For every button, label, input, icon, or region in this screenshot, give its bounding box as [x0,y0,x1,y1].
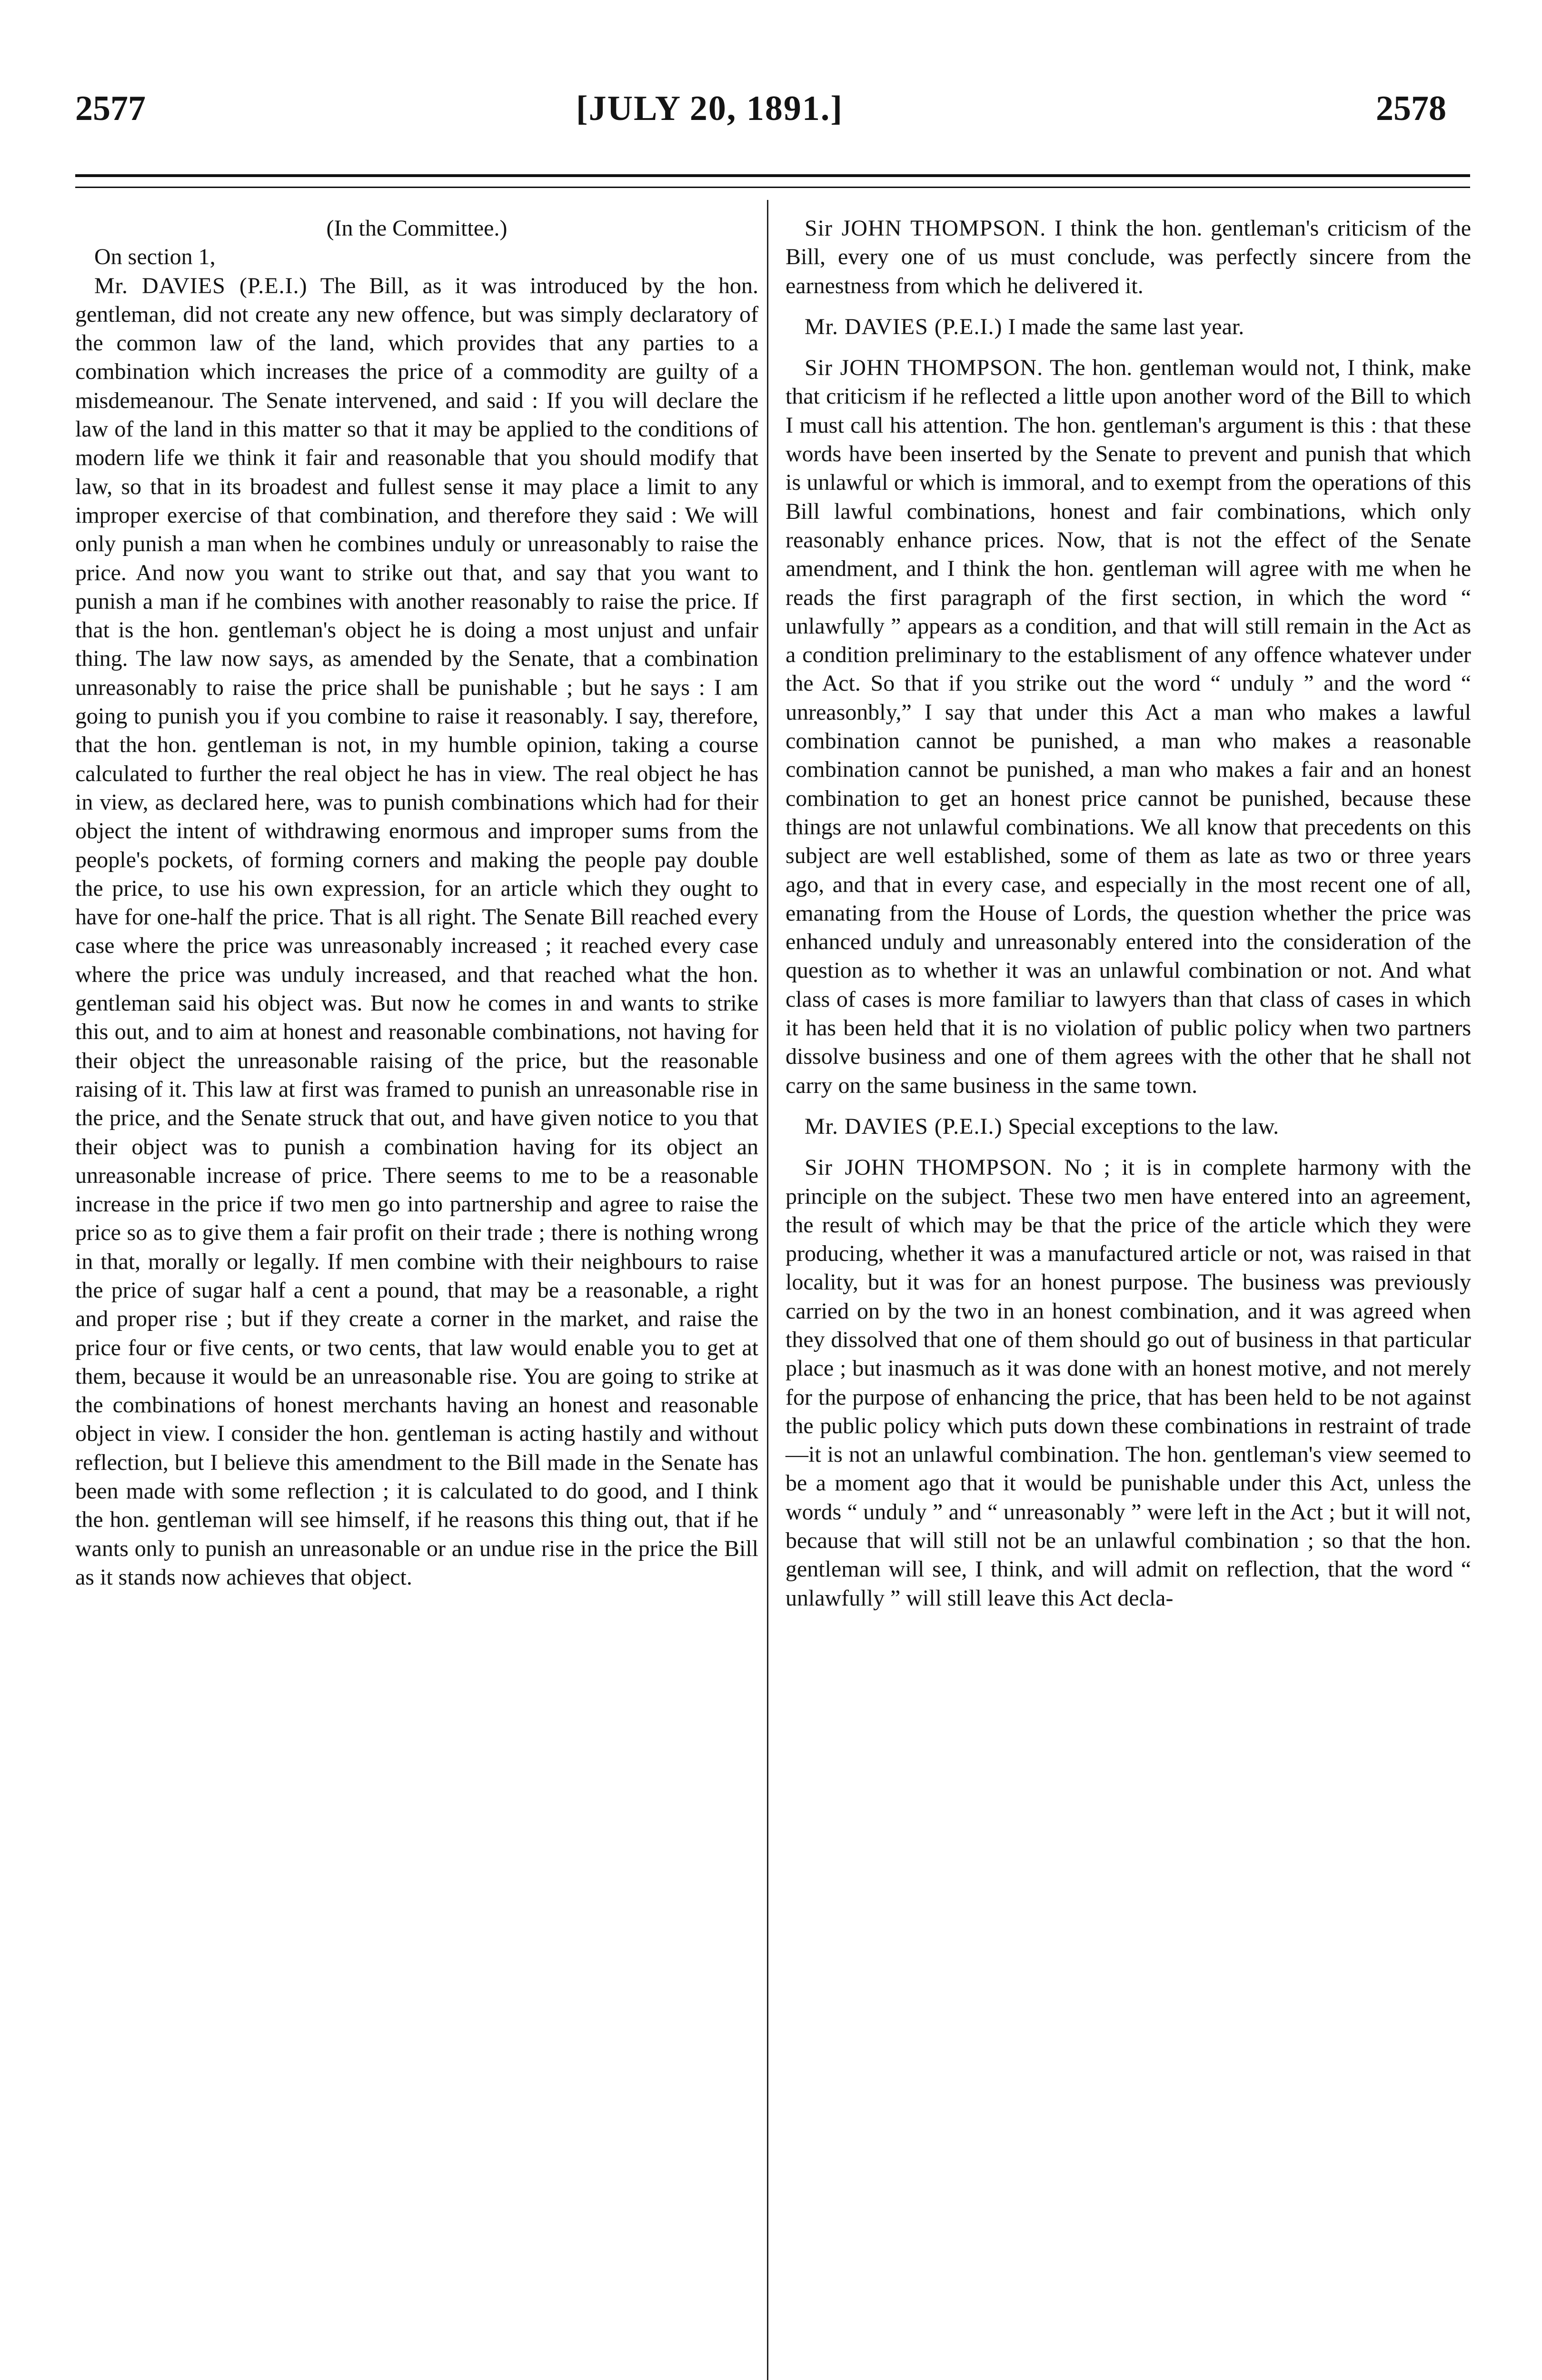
speaker-name: Mr. DAVIES (P.E.I.) [94,273,308,298]
paragraph-text: I made the same last year. [1008,314,1244,339]
speaker-name: Sir JOHN THOMPSON. [805,355,1044,381]
header-rule-thin [75,187,1470,188]
paragraph-text: No ; it is in complete harmony with the principle on the subject. These two men have entered into an agreement, the result of which may be that the price of the article which they were producing, whether it was a manufactured article or not, was raised in that locality, but it was for an honest purpose. The business was previously carried on by the two in an honest combination, and it was agreed when they dissolved that one of them should go out of business in that particular place ; but inasmuch as it was done with an honest motive, and not merely for the purpose of enhancing the price, that has been held to be not against the public policy which puts down these combinations in restraint of trade—it is not an unlawful combination. The hon. gentleman's view seemed to be a moment ago that it would be punishable under this Act, unless the words “ unduly ” and “ unreasonably ” were left in the Act ; but it will not, because that will still not be an unlawful combination ; so that the hon. gentleman will see, I think, and will admit on reflection, that the word “ unlawfully ” will still leave this Act decla- [786,1155,1472,1611]
paragraph-text: The Bill, as it was introduced by the hon. gentleman, did not create any new offence, but was simply declaratory of the common law of the land, which provides that any parties to a combination which increases the price of a commodity are guilty of a misdemeanour. The Senate intervened, and said : If you will declare the law of the land in this matter so that it may be applied to the conditions of modern life we think it fair and reasonable that you should modify that law, so that in its broadest and fullest sense it may place a limit to any improper exercise of that combination, and therefore they said : We will only punish a man when he combines unduly or unreasonably to raise the price. And now you want to strike out that, and say that you want to punish a man if he combines with another reasonably to raise the price. If that is the hon. gentleman's object he is doing a most unjust and unfair thing. The law now says, as amended by the Senate, that a combination unreasonably to raise the price shall be punishable ; but he says : I am going to punish you if you combine to raise it reasonably. I say, therefore, that the hon. gentleman is not, in my humble opinion, taking a course calculated to further the real object he has in view. The real object he has in view, as declared here, was to punish combinations which had for their object the intent of withdrawing enormous and improper sums from the people's pockets, of forming corners and making the people pay double the price, to use his own expression, for an article which they ought to have for one-half the price. That is all right. The Senate Bill reached every case where the price was unreasonably increased ; it reached every case where the price was unduly increased, and that reached what the hon. gentleman said his object was. But now he comes in and wants to strike this out, and to aim at honest and reasonable combinations, not having for their object the unreasonable raising of the price, but the reasonable raising of it. This law at first was framed to punish an unreasonable rise in the price, and the Senate struck that out, and have given notice to you that their object was to punish a combination having for its object an unreasonable increase of price. There seems to me to be a reasonable increase in the price if two men go into partnership and agree to raise the price so as to give them a fair profit on their trade ; there is nothing wrong in that, morally or legally. If men combine with their neighbours to raise the price of sugar half a cent a pound, that may be a reasonable, a right and proper rise ; but if they create a corner in the market, and raise the price four or five cents, or two cents, that law would enable you to get at them, because it would be an unreasonable rise. You are going to strike at the combinations of honest merchants having an honest and reasonable object in view. I consider the hon. gentleman is acting hastily and without reflection, but I believe this amendment to the Bill made in the Senate has been made with some reflection ; it is calculated to do good, and I think the hon. gentleman will see himself, if he reasons this thing out, that if he wants only to punish an unreasonable or an undue rise in the price the Bill as it stands now achieves that object. [75,273,759,1590]
paragraph [786,313,1471,341]
paragraph [786,1112,1471,1141]
section-note: On section 1, [94,244,216,270]
page-number-right: 2578 [1376,89,1446,128]
page-number-left: 2577 [75,89,146,128]
paragraph [786,354,1471,1100]
paragraph [75,272,758,1592]
left-column [75,214,758,1592]
paragraph [786,1153,1471,1613]
committee-note: (In the Committee.) [326,216,507,241]
right-column [786,214,1471,1613]
page-date: [JULY 20, 1891.] [576,89,843,128]
speaker-name: Sir JOHN THOMPSON. [805,216,1046,241]
speaker-name: Mr. DAVIES (P.E.I.) [805,1113,1003,1139]
speaker-name: Sir JOHN THOMPSON. [805,1155,1053,1180]
column-divider [767,200,768,2380]
speaker-name: Mr. DAVIES (P.E.I.) [805,314,1003,339]
paragraph-text: Special exceptions to the law. [1008,1113,1279,1139]
paragraph-text: The hon. gentleman would not, I think, make that criticism if he reflected a little upon another word of the Bill to which I must call his attention. The hon. gentleman's argument is this : that these words have been inserted by the Senate to prevent and punish that which is unlawful or which is immoral, and to exempt from the operations of this Bill lawful combinations, honest and fair combinations, which only reasonably enhance prices. Now, that is not the effect of the Senate amendment, and I think the hon. gentleman will agree with me when he reads the first paragraph of the first section, in which the word “ unlawfully ” appears as a condition, and that will still remain in the Act as a condition preliminary to the establisment of any offence whatever under the Act. So that if you strike out the word “ unduly ” and the word “ unreasonbly,” I say that under this Act a man who makes a lawful combination cannot be punished, a man who makes a reasonable combination cannot be punished, a man who makes a fair and an honest combination to get an honest price cannot be punished, because these things are not unlawful combinations. We all know that precedents on this subject are well established, some of them as late as two or three years ago, and that in every case, and especially in the most recent one of all, emanating from the House of Lords, the question whether the price was enhanced unduly and unreasonably entered into the consideration of the question as to whether it was an unlawful combination or not. And what class of cases is more familiar to lawyers than that class of cases in which it has been held that it is no violation of public policy when two partners dissolve business and one of them agrees with the other that he shall not carry on the same business in the same town. [786,355,1472,1098]
paragraph-text: I think the hon. gentleman's criticism of the Bill, every one of us must conclude, was perfectly sincere from the earnestness from which he delivered it. [786,216,1472,298]
page-header [0,0,1542,171]
paragraph [786,214,1471,300]
header-rule-thick [75,174,1470,177]
